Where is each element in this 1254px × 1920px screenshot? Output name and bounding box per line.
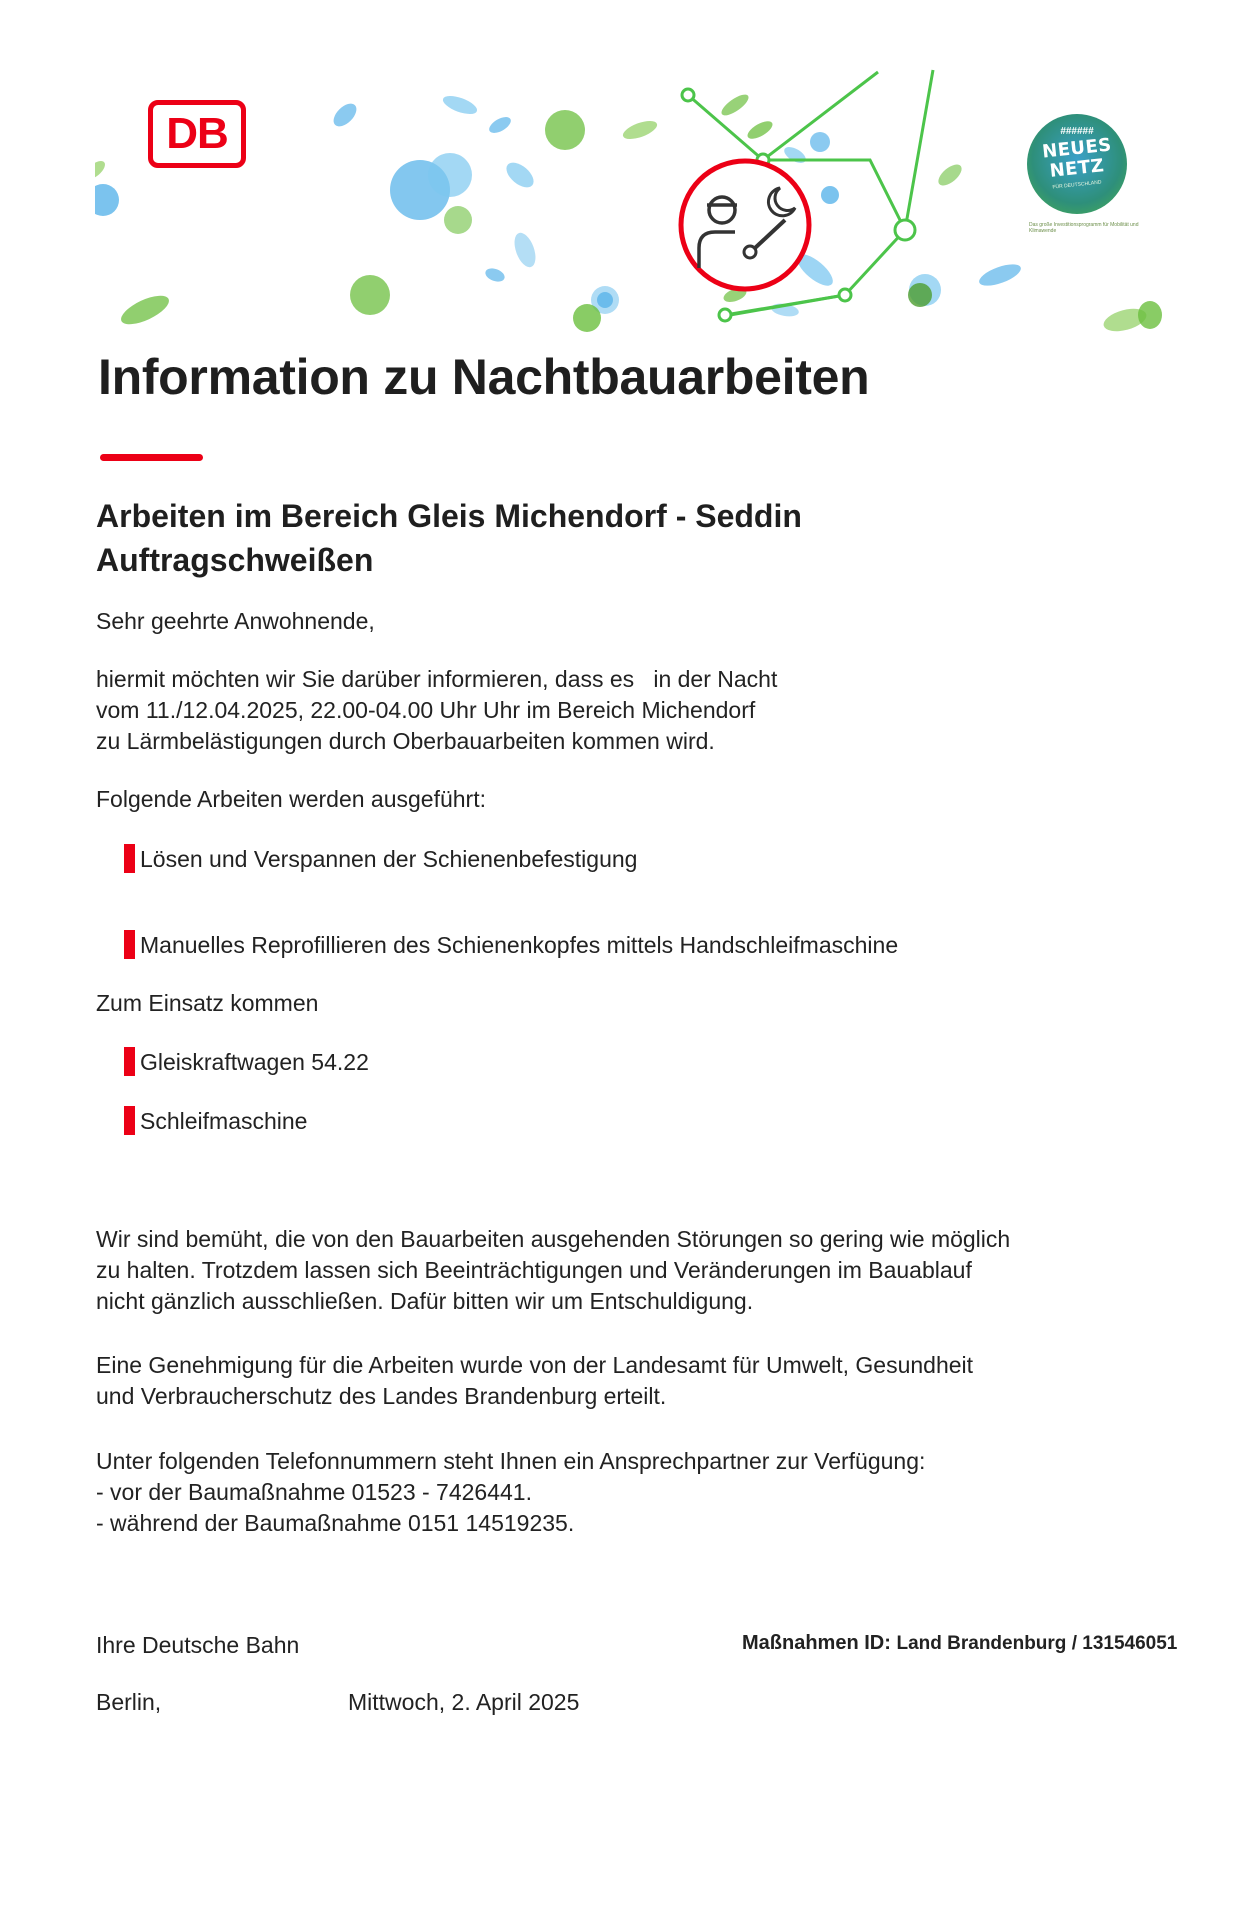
bullet-marker <box>124 844 135 873</box>
apology-line3: nicht gänzlich ausschließen. Dafür bitten wir um Entschuldigung. <box>96 1288 754 1314</box>
bullet-marker <box>124 1106 135 1135</box>
permit-line1: Eine Genehmigung für die Arbeiten wurde von der Landesamt für Umwelt, Gesundheit <box>96 1352 974 1378</box>
list-item: Schleifmaschine <box>124 1106 307 1137</box>
bullet-marker <box>124 1047 135 1076</box>
header-banner <box>95 60 1170 350</box>
permit-line2: und Verbraucherschutz des Landes Brandenburg erteilt. <box>96 1383 667 1409</box>
badge-tagline: FÜR DEUTSCHLAND <box>1052 179 1102 191</box>
intro-paragraph <box>96 664 777 757</box>
measure-id <box>742 1632 1177 1655</box>
badge-line2: NETZ <box>1048 155 1106 182</box>
date: Mittwoch, 2. April 2025 <box>348 1689 580 1715</box>
greeting: Sehr geehrte Anwohnende, <box>96 608 375 634</box>
measure-id-value: Land Brandenburg / 131546051 <box>896 1633 1178 1654</box>
apology-paragraph <box>96 1224 1010 1317</box>
page-title: Information zu Nachtbauarbeiten <box>98 349 870 405</box>
bullet-marker <box>124 930 135 959</box>
contact-phone-during: - während der Baumaßnahme 0151 14519235. <box>96 1510 575 1536</box>
leaf-pattern-graphic <box>95 60 1170 350</box>
list-item: Lösen und Verspannen der Schienenbefestigung <box>124 844 637 875</box>
neues-netz-badge <box>1015 110 1150 240</box>
signature: Ihre Deutsche Bahn <box>96 1632 300 1658</box>
intro-line1: hiermit möchten wir Sie darüber informieren, dass es in der Nacht <box>96 666 778 692</box>
badge-hash: ###### <box>1060 126 1094 137</box>
subtitle-line1: Arbeiten im Bereich Gleis Michendorf - Seddin <box>96 498 802 534</box>
title-underline <box>100 454 203 461</box>
apology-line1: Wir sind bemüht, die von den Bauarbeiten ausgehenden Störungen so gering wie möglich <box>96 1226 1011 1252</box>
apology-line2: zu halten. Trotzdem lassen sich Beeinträchtigungen und Veränderungen im Bauablauf <box>96 1257 972 1283</box>
equipment-heading: Zum Einsatz kommen <box>96 990 319 1016</box>
list-item: Gleiskraftwagen 54.22 <box>124 1047 369 1078</box>
night-work-icon <box>681 161 809 289</box>
contact-phone-before: - vor der Baumaßnahme 01523 - 7426441. <box>96 1479 532 1505</box>
contact-line1: Unter folgenden Telefonnummern steht Ihnen ein Ansprechpartner zur Verfügung: <box>96 1448 926 1474</box>
place: Berlin, <box>96 1689 162 1715</box>
badge-line1: NEUES <box>1041 134 1113 163</box>
subtitle <box>96 494 802 582</box>
intro-line2: vom 11./12.04.2025, 22.00-04.00 Uhr Uhr im Bereich Michendorf <box>96 697 756 723</box>
intro-line3: zu Lärmbelästigungen durch Oberbauarbeiten kommen wird. <box>96 728 715 754</box>
db-logo: DB <box>148 100 246 168</box>
works-heading: Folgende Arbeiten werden ausgeführt: <box>96 786 486 812</box>
list-item: Manuelles Reprofillieren des Schienenkopfes mittels Handschleifmaschine <box>124 930 898 961</box>
contact-paragraph <box>96 1446 925 1539</box>
badge-caption: Das große Investitionsprogramm für Mobilität und Klimawende <box>1029 222 1139 234</box>
measure-id-label: Maßnahmen ID: <box>742 1632 891 1654</box>
subtitle-line2: Auftragschweißen <box>96 542 374 578</box>
permit-paragraph <box>96 1350 973 1412</box>
